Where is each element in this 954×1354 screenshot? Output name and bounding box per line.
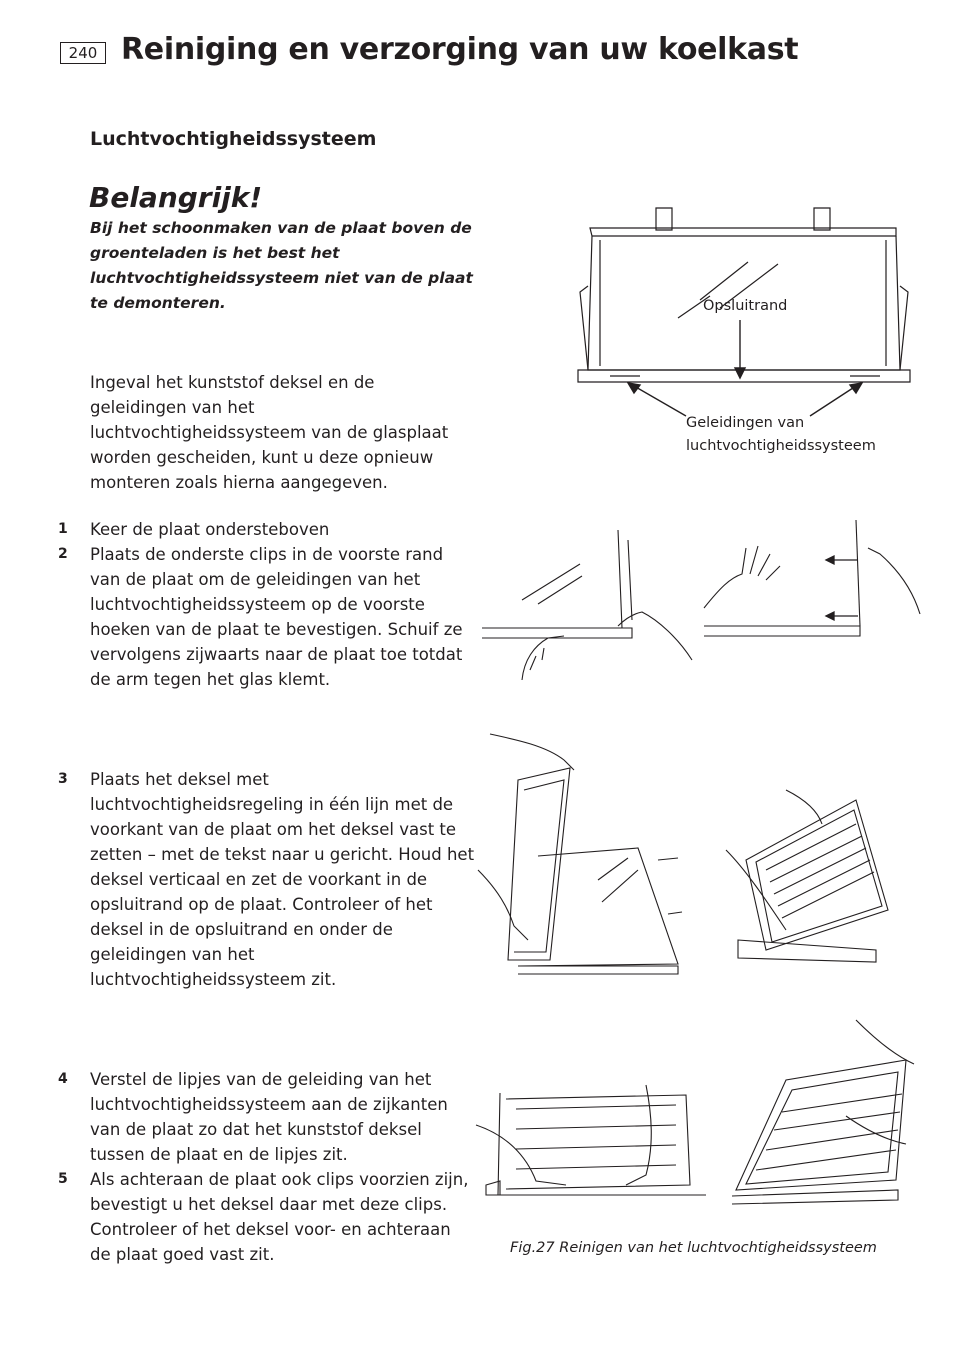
step-text: Verstel de lipjes van de geleiding van het luchtvochtigheidssysteem aan de zijkanten van de plaat zo dat het kunststof deksel tussen de plaat en de lipjes zit. xyxy=(90,1070,448,1164)
step-number: 2 xyxy=(58,546,68,562)
step-number: 1 xyxy=(58,521,68,537)
step-number: 5 xyxy=(58,1171,68,1187)
step-text: Als achteraan de plaat ook clips voorzien zijn, bevestigt u het deksel daar met deze clips. Controleer of het deksel voor- en achteraan de plaat goed vast zit. xyxy=(90,1170,469,1264)
section-subtitle: Luchtvochtigheidssysteem xyxy=(90,128,377,150)
step4-illustration-right xyxy=(726,1020,926,1210)
step-text: Plaats de onderste clips in de voorste rand van de plaat om de geleidingen van het luchtvochtigheidssysteem op de voorste hoeken van de plaat te bevestigen. Schuif ze vervolgens zijwaarts naar de plaat toe totdat de arm tegen het glas klemt. xyxy=(90,545,463,689)
intro-paragraph: Ingeval het kunststof deksel en de geleidingen van het luchtvochtigheidssysteem van de glasplaat worden gescheiden, kunt u deze opnieuw monteren zoals hierna aangegeven. xyxy=(90,373,449,492)
step-text: Plaats het deksel met luchtvochtigheidsregeling in één lijn met de voorkant van de plaat om het deksel vast te zetten – met de tekst naar u gericht. Houd het deksel verticaal en zet de voorkant in de opsluitrand op de plaat. Controleer of het deksel in de opsluitrand en onder de geleidingen van het luchtvochtigheidssysteem zit. xyxy=(90,770,475,989)
label-opsluitrand: Opsluitrand xyxy=(703,298,788,314)
step2-illustration-left xyxy=(482,520,692,685)
step-number: 3 xyxy=(58,771,68,787)
page-number: 240 xyxy=(60,42,106,64)
step-number: 4 xyxy=(58,1071,68,1087)
step3-illustration-left xyxy=(478,730,693,980)
page-title: Reiniging en verzorging van uw koelkast xyxy=(121,32,799,67)
label-geleidingen-2: luchtvochtigheidssysteem xyxy=(686,438,876,454)
important-text: Bij het schoonmaken van de plaat boven de groenteladen is het best het luchtvochtigheidssysteem niet van de plaat te demonteren. xyxy=(90,219,473,312)
step3-illustration-right xyxy=(726,790,901,975)
important-heading: Belangrijk! xyxy=(89,181,263,214)
step-text: Keer de plaat ondersteboven xyxy=(90,520,330,539)
step4-illustration-left xyxy=(476,1085,712,1205)
step2-illustration-right xyxy=(700,518,930,648)
figure-caption: Fig.27 Reinigen van het luchtvochtigheidssysteem xyxy=(510,1240,877,1256)
label-geleidingen-1: Geleidingen van xyxy=(686,415,805,431)
